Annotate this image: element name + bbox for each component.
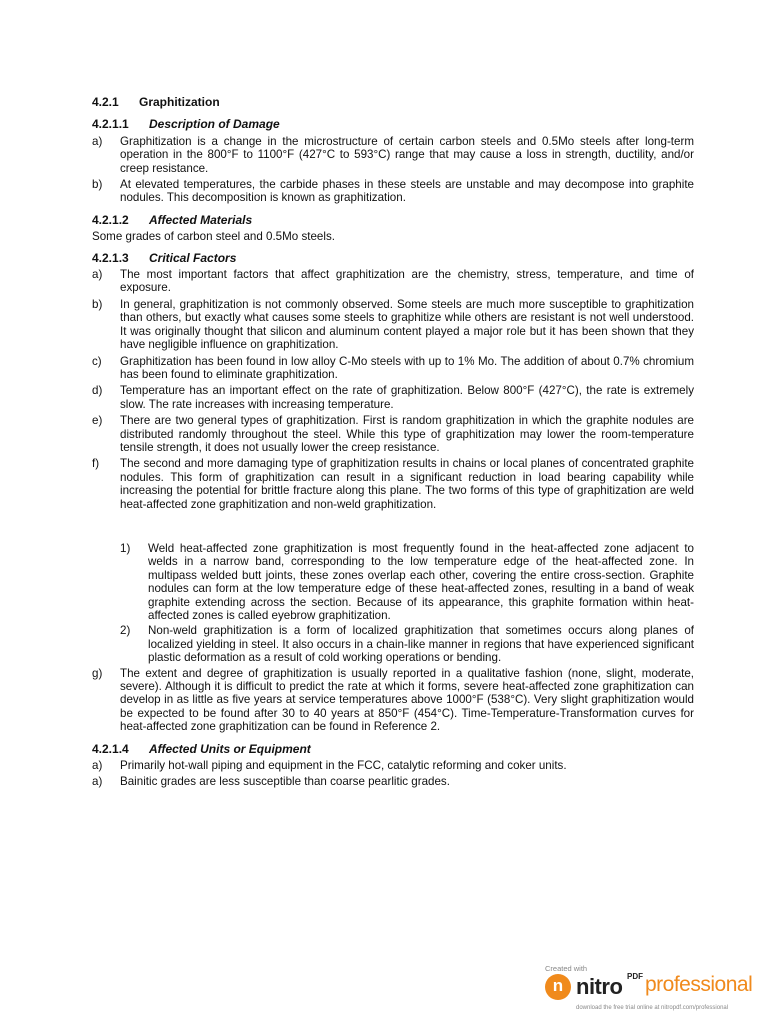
subsection-title: Critical Factors <box>149 250 237 265</box>
paragraph: Some grades of carbon steel and 0.5Mo steels. <box>92 230 335 244</box>
list-item <box>92 759 694 772</box>
item-label: f) <box>92 457 100 471</box>
item-label: b) <box>92 178 103 192</box>
item-label: a) <box>92 134 103 148</box>
document-page <box>92 96 694 792</box>
watermark-brand: nitro <box>576 974 623 999</box>
nested-list-item <box>120 624 694 664</box>
list-item <box>92 384 694 411</box>
list-item <box>92 457 694 511</box>
subsection-number: 4.2.1.1 <box>92 117 129 132</box>
watermark-tagline: download the free trial online at nitropdf.com/professional <box>576 1005 729 1011</box>
list-item <box>92 775 694 788</box>
item-label: a) <box>92 775 103 789</box>
item-label: 2) <box>120 624 131 638</box>
nested-list <box>120 542 694 665</box>
subsection-title: Description of Damage <box>149 117 280 132</box>
item-text: At elevated temperatures, the carbide phases in these steels are unstable and may decompose into graphite nodules. This decomposition is known as graphitization. <box>120 178 694 205</box>
subsection-title: Affected Units or Equipment <box>149 741 311 756</box>
item-text: Graphitization is a change in the microstructure of certain carbon steels and 0.5Mo steels after long-term operation in the 800°F to 1100°F (427°C to 593°C) range that may cause a loss in strength, ductility, and/or creep resistance. <box>120 134 694 175</box>
subsection-title: Affected Materials <box>149 212 253 227</box>
item-label: g) <box>92 666 103 680</box>
list-item <box>92 667 694 734</box>
item-label: c) <box>92 354 102 368</box>
section-heading <box>92 96 694 109</box>
item-text: Bainitic grades are less susceptible than coarse pearlitic grades. <box>120 775 450 789</box>
item-text: The second and more damaging type of graphitization results in chains or local planes of concentrated graphite nodules. This form of graphitization can result in a significant reduction in load bearing capability while increasing the potential for brittle fracture along this plane. The two forms of this type of graphitization are weld heat-affected zone graphitization and non-weld graphitization. <box>120 457 694 511</box>
watermark-created-with: Created with <box>545 964 588 973</box>
list-item <box>92 135 694 175</box>
item-text: Non-weld graphitization is a form of localized graphitization that sometimes occurs along planes of localized yielding in steel. It also occurs in a chain-like manner in regions that have experienced significant plastic deformation as a result of cold working operations or bending. <box>148 624 694 665</box>
list-item <box>92 355 694 382</box>
subsection-number: 4.2.1.3 <box>92 250 129 265</box>
watermark-pdf: PDF <box>627 972 643 981</box>
item-label: e) <box>92 414 103 428</box>
item-label: b) <box>92 297 103 311</box>
nested-list-item <box>120 542 694 622</box>
list-item <box>92 268 694 295</box>
item-text: Weld heat-affected zone graphitization is most frequently found in the heat-affected zone adjacent to welds in a narrow band, corresponding to the low temperature edge of the heat-affected zone. In multipass welded butt joints, these zones overlap each other, covering the entire cross-section. Graphite nodules can form at the low temperature edge of these heat-affected zones, resulting in a band of weak graphite extending across the section. Because of its appearance, this graphite formation within heat-affected zones is called eyebrow graphitization. <box>148 541 694 622</box>
watermark-product: professional <box>645 973 753 996</box>
subsection-number: 4.2.1.4 <box>92 741 129 756</box>
subsection-heading-critical-factors <box>92 252 694 265</box>
section-number: 4.2.1 <box>92 95 119 109</box>
item-label: a) <box>92 759 103 773</box>
subsection-heading-description <box>92 118 694 131</box>
item-text: The extent and degree of graphitization is usually reported in a qualitative fashion (none, slight, moderate, severe). Although it is difficult to predict the rate at which it forms, severe heat-affected zone graphitization can develop in as little as five years at service temperatures above 1000°F (538°C). Very slight graphitization would be expected to be found after 30 to 40 years at 850°F (454°C). Time-Temperature-Transformation curves for heat-affected zone graphitization can be found in Reference 2. <box>120 666 694 734</box>
nitro-logo-icon: n <box>545 974 571 1000</box>
item-label: d) <box>92 384 103 398</box>
subsection-number: 4.2.1.2 <box>92 212 129 227</box>
item-text: The most important factors that affect graphitization are the chemistry, stress, temperature, and time of exposure. <box>120 268 694 295</box>
item-label: a) <box>92 268 103 282</box>
subsection-heading-materials <box>92 214 694 227</box>
item-text: Temperature has an important effect on the rate of graphitization. Below 800°F (427°C), the rate is extremely slow. The rate increases with increasing temperature. <box>120 384 694 411</box>
item-text: Primarily hot-wall piping and equipment in the FCC, catalytic reforming and coker units. <box>120 759 567 773</box>
nitro-watermark <box>545 962 763 1018</box>
list-item <box>92 178 694 205</box>
item-text: Graphitization has been found in low alloy C-Mo steels with up to 1% Mo. The addition of about 0.7% chromium has been found to eliminate graphitization. <box>120 354 694 381</box>
section-title: Graphitization <box>139 95 220 109</box>
item-label: 1) <box>120 541 131 555</box>
item-text: In general, graphitization is not commonly observed. Some steels are much more susceptible to graphitization than others, but exactly what causes some steels to graphitize while others are resistant is not well understood. It was originally thought that silicon and aluminum content played a major role but it has been shown that they have negligible influence on graphitization. <box>120 297 694 352</box>
list-item <box>92 414 694 454</box>
item-text: There are two general types of graphitization. First is random graphitization in which the graphite nodules are distributed randomly throughout the steel. While this type of graphitization may lower the room-temperature tensile strength, it does not usually lower the creep resistance. <box>120 414 694 454</box>
subsection-heading-affected-units <box>92 743 694 756</box>
list-item <box>92 298 694 352</box>
